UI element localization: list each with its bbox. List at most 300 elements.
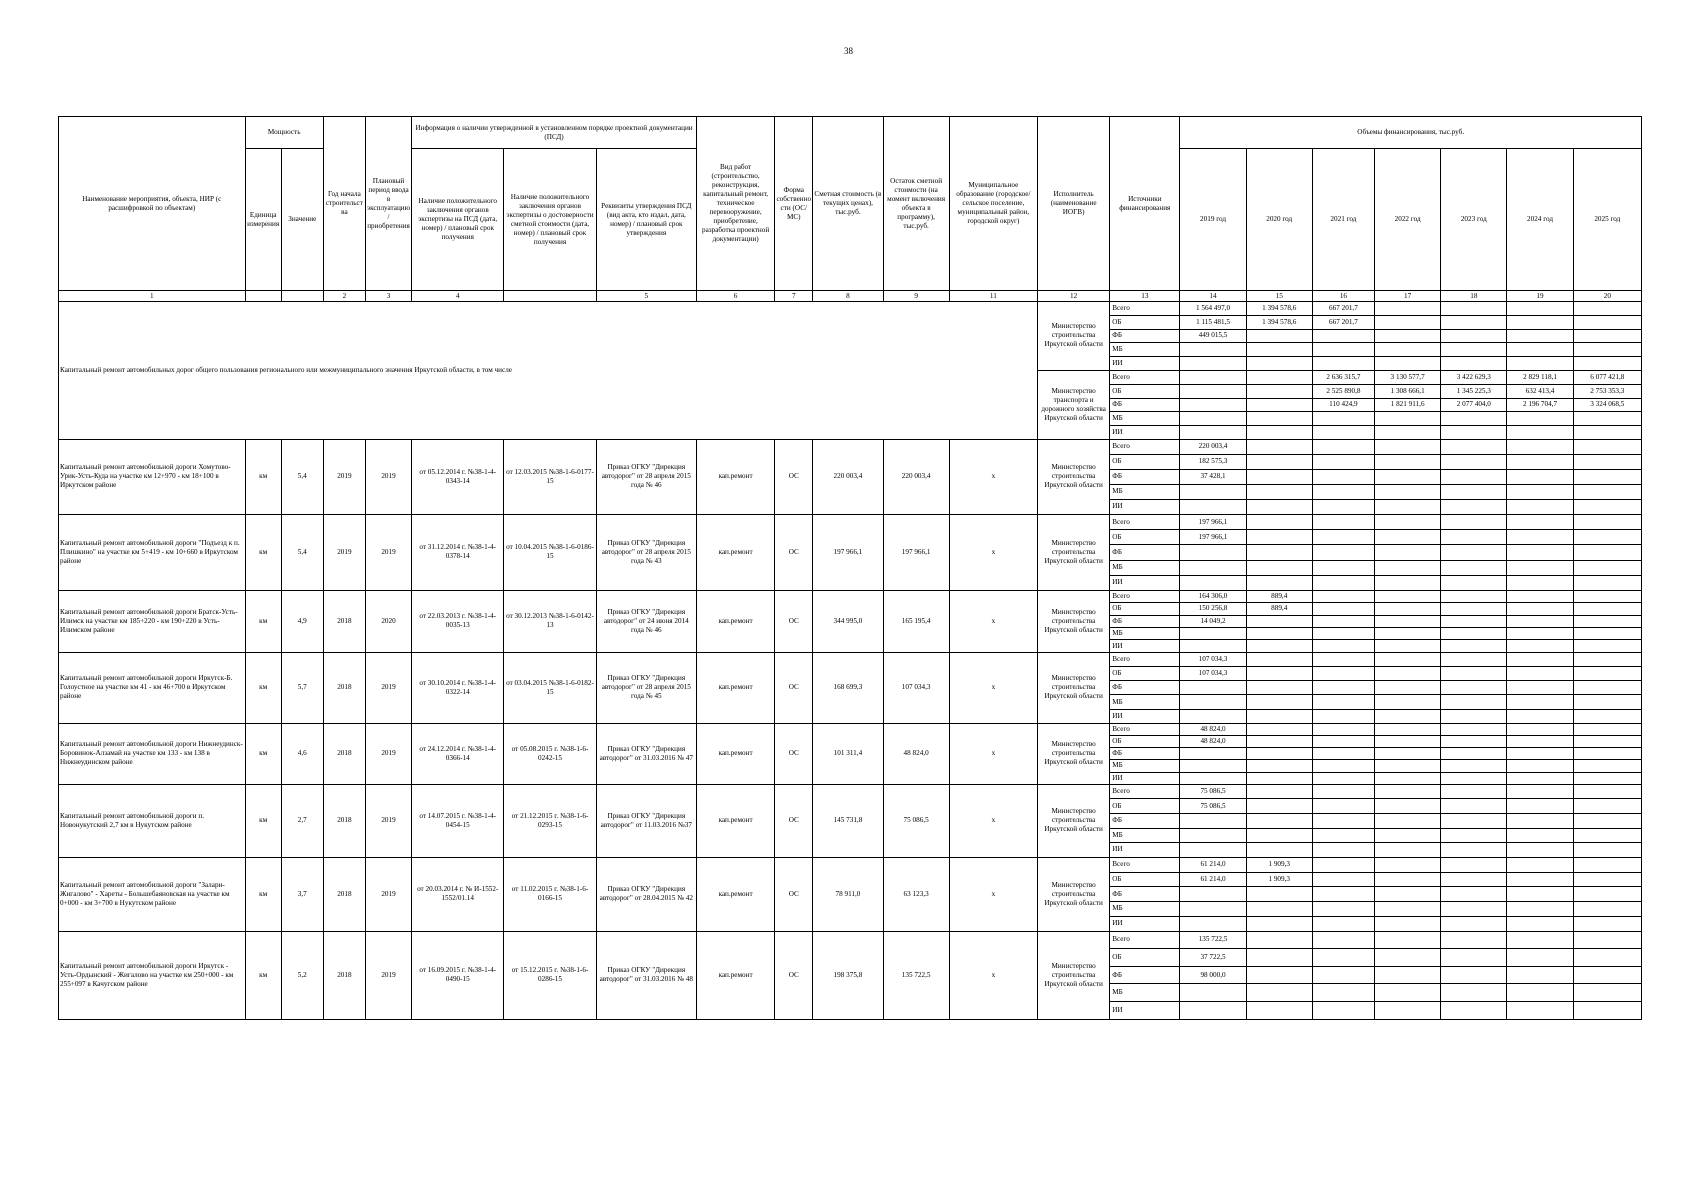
object-municipal: х — [949, 857, 1037, 931]
object-work-type: кап.ремонт — [696, 514, 774, 590]
funding-value — [1312, 916, 1374, 931]
object-approval: Приказ ОГКУ "Дирекция автодорог" от 11.03.2016 №37 — [596, 784, 696, 857]
funding-source: МБ — [1110, 628, 1180, 640]
object-estimate: 78 911,0 — [813, 857, 883, 931]
funding-value: 1 115 481,5 — [1180, 315, 1246, 329]
funding-value-2019 — [1180, 984, 1246, 1002]
funding-value-2020 — [1246, 514, 1312, 529]
funding-value — [1441, 590, 1507, 602]
funding-value — [1375, 760, 1441, 772]
object-work-type: кап.ремонт — [696, 590, 774, 652]
funding-value — [1375, 560, 1441, 575]
object-remain: 165 195,4 — [883, 590, 949, 652]
funding-value — [1375, 748, 1441, 760]
object-municipal: х — [949, 931, 1037, 1019]
object-municipal: х — [949, 439, 1037, 514]
funding-value — [1507, 412, 1573, 426]
funding-value — [1375, 329, 1441, 343]
funding-value-2020 — [1246, 931, 1312, 949]
funding-value — [1312, 545, 1374, 560]
funding-value — [1507, 902, 1573, 917]
funding-value-2019 — [1180, 772, 1246, 784]
funding-value-2019: 75 086,5 — [1180, 799, 1246, 814]
funding-value: 2 636 315,7 — [1312, 370, 1374, 384]
object-work-type: кап.ремонт — [696, 857, 774, 931]
funding-value — [1375, 575, 1441, 590]
funding-value — [1312, 640, 1374, 652]
funding-value — [1375, 916, 1441, 931]
object-work-type: кап.ремонт — [696, 784, 774, 857]
object-row — [59, 439, 1642, 454]
funding-value — [1312, 357, 1374, 371]
funding-value — [1507, 784, 1573, 799]
funding-value-2020 — [1246, 949, 1312, 967]
funding-value — [1441, 439, 1507, 454]
funding-value — [1573, 640, 1641, 652]
object-row — [59, 652, 1642, 666]
object-name: Капитальный ремонт автомобильной дороги Хомутово-Урик-Усть-Куда на участке км 12+970 - км 18+100 в Иркутском районе — [59, 439, 246, 514]
object-plan-year: 2019 — [365, 723, 411, 784]
funding-value — [1507, 426, 1573, 440]
column-number: 12 — [1038, 291, 1110, 302]
funding-value — [1246, 426, 1312, 440]
object-municipal: х — [949, 784, 1037, 857]
funding-value — [1375, 723, 1441, 735]
funding-value — [1246, 370, 1312, 384]
object-name: Капитальный ремонт автомобильной дороги "Залари-Жигалово" - Хареты - Большебаяновская на участке км 0+000 - км 3+700 в Нукутском районе — [59, 857, 246, 931]
funding-value — [1573, 412, 1641, 426]
object-row — [59, 931, 1642, 949]
funding-value — [1441, 709, 1507, 723]
object-start-year: 2018 — [323, 590, 365, 652]
funding-value — [1507, 499, 1573, 514]
funding-value — [1441, 931, 1507, 949]
object-plan-year: 2020 — [365, 590, 411, 652]
funding-source: Всего — [1110, 784, 1180, 799]
funding-value — [1573, 735, 1641, 747]
funding-value — [1507, 329, 1573, 343]
funding-value — [1375, 984, 1441, 1002]
object-start-year: 2018 — [323, 652, 365, 723]
object-approval: Приказ ОГКУ "Дирекция автодорог" от 31.03.2016 № 47 — [596, 723, 696, 784]
funding-value-2020: 1 909,3 — [1246, 872, 1312, 887]
funding-value — [1246, 384, 1312, 398]
funding-value — [1441, 469, 1507, 484]
funding-value — [1441, 329, 1507, 343]
object-row — [59, 857, 1642, 872]
funding-source: ФБ — [1110, 887, 1180, 902]
funding-value-2019: 182 575,3 — [1180, 454, 1246, 469]
funding-source: ФБ — [1110, 615, 1180, 627]
object-municipal: х — [949, 652, 1037, 723]
funding-value — [1312, 652, 1374, 666]
object-value: 5,4 — [281, 439, 323, 514]
funding-value — [1312, 469, 1374, 484]
object-ownership: ОС — [775, 857, 813, 931]
funding-value — [1246, 412, 1312, 426]
funding-value — [1180, 384, 1246, 398]
object-estimate: 344 995,0 — [813, 590, 883, 652]
funding-value — [1375, 454, 1441, 469]
funding-value — [1375, 426, 1441, 440]
table-body — [59, 302, 1642, 1020]
funding-value — [1180, 398, 1246, 412]
funding-value — [1507, 931, 1573, 949]
funding-value-2020 — [1246, 499, 1312, 514]
funding-value — [1441, 302, 1507, 316]
header-start-year: Год начала строительства — [323, 117, 365, 291]
funding-value — [1507, 530, 1573, 545]
funding-source: ИИ — [1110, 640, 1180, 652]
object-unit: км — [245, 723, 281, 784]
funding-value-2019 — [1180, 1002, 1246, 1020]
header-executor: Исполнитель (наименование ИОГВ) — [1038, 117, 1110, 291]
funding-value-2019: 37 428,1 — [1180, 469, 1246, 484]
funding-value-2020 — [1246, 843, 1312, 858]
funding-value — [1375, 603, 1441, 615]
funding-value-2019 — [1180, 887, 1246, 902]
object-approval: Приказ ОГКУ "Дирекция автодорог" от 24 июня 2014 года № 46 — [596, 590, 696, 652]
funding-value — [1507, 302, 1573, 316]
funding-value — [1375, 667, 1441, 681]
funding-source: МБ — [1110, 484, 1180, 499]
funding-value-2020 — [1246, 735, 1312, 747]
object-psd-expertise: от 05.12.2014 г. №38-1-4-0343-14 — [412, 439, 504, 514]
funding-value — [1441, 357, 1507, 371]
funding-value-2019 — [1180, 560, 1246, 575]
funding-source: ФБ — [1110, 748, 1180, 760]
funding-value-2020 — [1246, 681, 1312, 695]
object-remain: 220 003,4 — [883, 439, 949, 514]
funding-value — [1180, 343, 1246, 357]
funding-value: 449 015,5 — [1180, 329, 1246, 343]
funding-value — [1441, 695, 1507, 709]
funding-value — [1441, 640, 1507, 652]
object-value: 3,7 — [281, 857, 323, 931]
funding-value — [1375, 966, 1441, 984]
funding-source: ОБ — [1110, 949, 1180, 967]
funding-value — [1375, 681, 1441, 695]
funding-source: Всего — [1110, 652, 1180, 666]
funding-value-2020 — [1246, 1002, 1312, 1020]
funding-value — [1375, 843, 1441, 858]
funding-value — [1507, 735, 1573, 747]
funding-value-2020 — [1246, 966, 1312, 984]
object-plan-year: 2019 — [365, 514, 411, 590]
funding-value — [1507, 887, 1573, 902]
funding-value: 110 424,9 — [1312, 398, 1374, 412]
funding-value — [1573, 315, 1641, 329]
object-approval: Приказ ОГКУ "Дирекция автодорог" от 28 апреля 2015 года № 43 — [596, 514, 696, 590]
object-cost-expertise: от 12.03.2015 №38-1-6-0177-15 — [504, 439, 596, 514]
header-remain: Остаток сметной стоимости (на момент включения объекта в программу), тыс.руб. — [883, 117, 949, 291]
funding-source: ФБ — [1110, 469, 1180, 484]
funding-value — [1573, 615, 1641, 627]
funding-value — [1312, 412, 1374, 426]
funding-value: 2 753 353,3 — [1573, 384, 1641, 398]
funding-source: ОБ — [1110, 735, 1180, 747]
executor: Министерство строительства Иркутской области — [1038, 439, 1110, 514]
column-number: 19 — [1507, 291, 1573, 302]
object-unit: км — [245, 784, 281, 857]
funding-value-2019 — [1180, 813, 1246, 828]
executor: Министерство строительства Иркутской области — [1038, 723, 1110, 784]
funding-source: МБ — [1110, 343, 1180, 357]
funding-value — [1507, 603, 1573, 615]
funding-value-2020 — [1246, 454, 1312, 469]
object-value: 5,2 — [281, 931, 323, 1019]
funding-value-2019: 75 086,5 — [1180, 784, 1246, 799]
column-number: 4 — [412, 291, 504, 302]
funding-value: 1 821 911,6 — [1375, 398, 1441, 412]
funding-value-2020 — [1246, 760, 1312, 772]
object-start-year: 2018 — [323, 784, 365, 857]
object-ownership: ОС — [775, 723, 813, 784]
funding-value — [1441, 857, 1507, 872]
funding-value — [1573, 681, 1641, 695]
funding-value — [1312, 681, 1374, 695]
funding-value — [1573, 966, 1641, 984]
object-municipal: х — [949, 514, 1037, 590]
object-cost-expertise: от 10.04.2015 №38-1-6-0186-15 — [504, 514, 596, 590]
header-volumes: Объемы финансирования, тыс.руб. — [1180, 117, 1642, 149]
executor: Министерство строительства Иркутской области — [1038, 302, 1110, 371]
funding-value — [1312, 628, 1374, 640]
funding-value-2019: 197 966,1 — [1180, 514, 1246, 529]
object-work-type: кап.ремонт — [696, 439, 774, 514]
funding-value-2020 — [1246, 772, 1312, 784]
object-psd-expertise: от 20.03.2014 г. № И-1552-1552/01.14 — [412, 857, 504, 931]
funding-value — [1441, 315, 1507, 329]
object-unit: км — [245, 857, 281, 931]
funding-value — [1441, 723, 1507, 735]
funding-value — [1573, 560, 1641, 575]
funding-value-2020 — [1246, 887, 1312, 902]
object-work-type: кап.ремонт — [696, 931, 774, 1019]
executor: Министерство строительства Иркутской области — [1038, 590, 1110, 652]
funding-source: ОБ — [1110, 454, 1180, 469]
funding-value-2020 — [1246, 984, 1312, 1002]
funding-value — [1246, 357, 1312, 371]
funding-value — [1573, 439, 1641, 454]
object-value: 5,7 — [281, 652, 323, 723]
funding-value — [1441, 530, 1507, 545]
object-psd-expertise: от 22.03.2013 г. №38-1-4-0035-13 — [412, 590, 504, 652]
executor: Министерство строительства Иркутской области — [1038, 857, 1110, 931]
object-cost-expertise: от 15.12.2015 г. №38-1-6-0286-15 — [504, 931, 596, 1019]
header-year-2020: 2020 год — [1246, 149, 1312, 291]
funding-source: ИИ — [1110, 843, 1180, 858]
funding-value — [1441, 902, 1507, 917]
object-plan-year: 2019 — [365, 784, 411, 857]
funding-value — [1573, 887, 1641, 902]
funding-value: 2 829 118,1 — [1507, 370, 1573, 384]
header-year-2025: 2025 год — [1573, 149, 1641, 291]
funding-value — [1507, 857, 1573, 872]
funding-value — [1507, 652, 1573, 666]
funding-value-2019: 107 034,3 — [1180, 667, 1246, 681]
funding-value — [1246, 398, 1312, 412]
funding-value — [1312, 772, 1374, 784]
funding-value — [1507, 357, 1573, 371]
funding-value-2019 — [1180, 695, 1246, 709]
funding-source: МБ — [1110, 695, 1180, 709]
funding-value — [1375, 949, 1441, 967]
header-municipal: Муниципальное образование (городское/сельское поселение, муниципальный район, городской округ) — [949, 117, 1037, 291]
funding-value — [1573, 760, 1641, 772]
funding-value — [1375, 640, 1441, 652]
funding-value — [1573, 469, 1641, 484]
funding-value — [1573, 916, 1641, 931]
funding-value — [1312, 426, 1374, 440]
funding-value — [1312, 813, 1374, 828]
funding-value-2020: 889,4 — [1246, 590, 1312, 602]
funding-value — [1507, 813, 1573, 828]
funding-value: 1 394 578,6 — [1246, 315, 1312, 329]
funding-value — [1375, 412, 1441, 426]
funding-value — [1507, 799, 1573, 814]
executor: Министерство строительства Иркутской области — [1038, 652, 1110, 723]
funding-value-2019: 98 000,0 — [1180, 966, 1246, 984]
funding-source: МБ — [1110, 984, 1180, 1002]
funding-value-2020 — [1246, 916, 1312, 931]
funding-value — [1375, 784, 1441, 799]
funding-source: МБ — [1110, 560, 1180, 575]
funding-value-2020 — [1246, 530, 1312, 545]
funding-value — [1573, 545, 1641, 560]
funding-value-2019: 164 306,0 — [1180, 590, 1246, 602]
funding-value-2020 — [1246, 484, 1312, 499]
object-row — [59, 514, 1642, 529]
object-estimate: 145 731,8 — [813, 784, 883, 857]
object-remain: 197 966,1 — [883, 514, 949, 590]
column-number: 6 — [696, 291, 774, 302]
funding-value — [1441, 454, 1507, 469]
funding-value — [1180, 426, 1246, 440]
column-number: 1 — [59, 291, 246, 302]
object-start-year: 2018 — [323, 931, 365, 1019]
funding-value-2020 — [1246, 667, 1312, 681]
funding-value — [1312, 667, 1374, 681]
object-remain: 107 034,3 — [883, 652, 949, 723]
object-psd-expertise: от 16.09.2015 г. №38-1-4-0490-15 — [412, 931, 504, 1019]
object-estimate: 197 966,1 — [813, 514, 883, 590]
funding-value — [1312, 499, 1374, 514]
funding-value — [1441, 813, 1507, 828]
funding-value: 3 324 068,5 — [1573, 398, 1641, 412]
funding-value-2020 — [1246, 652, 1312, 666]
object-estimate: 220 003,4 — [813, 439, 883, 514]
funding-source: ОБ — [1110, 872, 1180, 887]
funding-value: 667 201,7 — [1312, 315, 1374, 329]
funding-value — [1375, 887, 1441, 902]
object-ownership: ОС — [775, 514, 813, 590]
object-remain: 63 123,3 — [883, 857, 949, 931]
funding-value — [1507, 695, 1573, 709]
object-plan-year: 2019 — [365, 857, 411, 931]
object-cost-expertise: от 21.12.2015 г. №38-1-6-0293-15 — [504, 784, 596, 857]
funding-value — [1312, 695, 1374, 709]
object-remain: 48 824,0 — [883, 723, 949, 784]
funding-value — [1375, 499, 1441, 514]
funding-value — [1375, 813, 1441, 828]
funding-value — [1507, 454, 1573, 469]
funding-value-2020 — [1246, 813, 1312, 828]
funding-value — [1573, 857, 1641, 872]
object-ownership: ОС — [775, 439, 813, 514]
funding-value — [1573, 902, 1641, 917]
funding-value — [1573, 667, 1641, 681]
funding-source: ОБ — [1110, 384, 1180, 398]
object-work-type: кап.ремонт — [696, 652, 774, 723]
funding-value — [1375, 695, 1441, 709]
header-ownership: Форма собственности (ОС/ МС) — [775, 117, 813, 291]
funding-value — [1246, 329, 1312, 343]
funding-value — [1375, 872, 1441, 887]
funding-source: ИИ — [1110, 916, 1180, 931]
funding-value — [1441, 772, 1507, 784]
header-psd-expertise: Наличие положительного заключения органов экспертизы на ПСД (дата, номер) / плановый срок получения — [412, 149, 504, 291]
funding-value — [1441, 603, 1507, 615]
summary-row — [59, 302, 1642, 316]
funding-value-2019 — [1180, 916, 1246, 931]
funding-value — [1573, 590, 1641, 602]
funding-source: ФБ — [1110, 545, 1180, 560]
funding-value — [1375, 799, 1441, 814]
column-number: 16 — [1312, 291, 1374, 302]
object-psd-expertise: от 14.07.2015 г. №38-1-4-0454-15 — [412, 784, 504, 857]
object-start-year: 2019 — [323, 439, 365, 514]
funding-value — [1507, 748, 1573, 760]
funding-value — [1573, 872, 1641, 887]
funding-value-2019: 197 966,1 — [1180, 530, 1246, 545]
funding-value — [1441, 872, 1507, 887]
header-cost-expertise: Наличие положительного заключения органов экспертизы о достоверности сметной стоимости (дата, номер) / плановый срок получения — [504, 149, 596, 291]
column-number: 15 — [1246, 291, 1312, 302]
financing-table — [58, 116, 1642, 1020]
funding-value — [1312, 1002, 1374, 1020]
funding-source: Всего — [1110, 439, 1180, 454]
object-ownership: ОС — [775, 590, 813, 652]
funding-value — [1441, 760, 1507, 772]
funding-value — [1312, 857, 1374, 872]
funding-value-2019 — [1180, 709, 1246, 723]
executor: Министерство строительства Иркутской области — [1038, 784, 1110, 857]
header-year-2019: 2019 год — [1180, 149, 1246, 291]
funding-value — [1441, 628, 1507, 640]
object-unit: км — [245, 931, 281, 1019]
funding-value — [1375, 545, 1441, 560]
funding-value — [1573, 652, 1641, 666]
object-unit: км — [245, 514, 281, 590]
column-number: 18 — [1441, 291, 1507, 302]
funding-value — [1573, 723, 1641, 735]
executor: Министерство строительства Иркутской области — [1038, 931, 1110, 1019]
funding-value-2020 — [1246, 828, 1312, 843]
funding-value — [1441, 916, 1507, 931]
object-municipal: х — [949, 723, 1037, 784]
funding-source: ОБ — [1110, 530, 1180, 545]
funding-value — [1573, 695, 1641, 709]
funding-value — [1441, 575, 1507, 590]
funding-value — [1312, 966, 1374, 984]
funding-value: 2 196 704,7 — [1507, 398, 1573, 412]
funding-value-2019: 14 049,2 — [1180, 615, 1246, 627]
funding-source: ФБ — [1110, 329, 1180, 343]
funding-value: 1 564 497,0 — [1180, 302, 1246, 316]
funding-value-2019 — [1180, 748, 1246, 760]
funding-value — [1573, 343, 1641, 357]
